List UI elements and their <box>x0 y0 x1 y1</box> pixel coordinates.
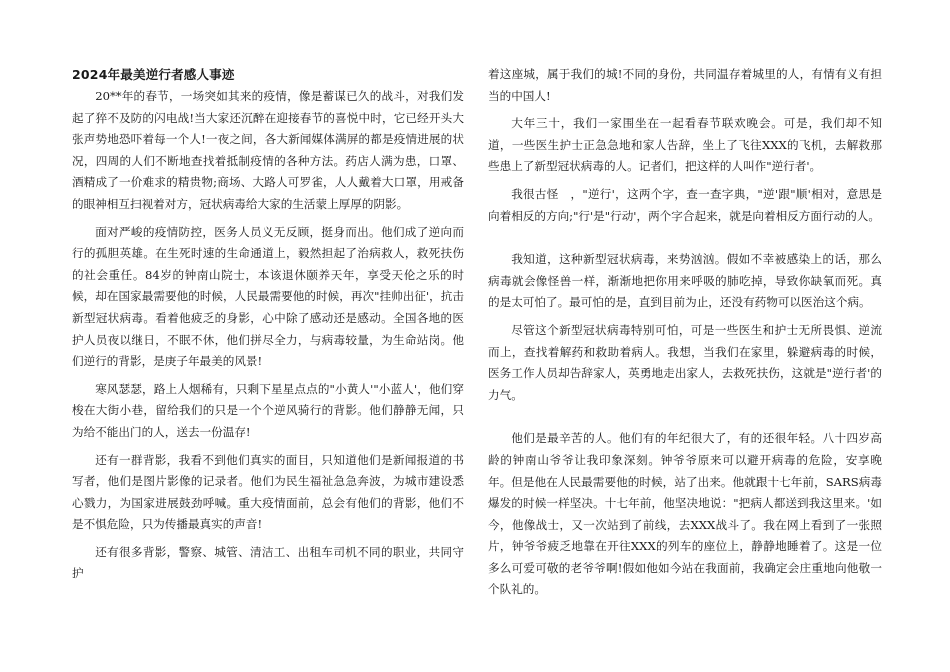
paragraph: 面对严峻的疫情防控，医务人员义无反顾，挺身而出。他们成了逆向而行的孤胆英雄。在生死时速的生命通道上，毅然担起了治病救人，救死扶伤的社会重任。84岁的钟南山院士，本该退休颐养天年，享受天伦之乐的时候，却在国家最需要他的时候，人民最需要他的时候，再次"挂帅出征'，抗击新型冠状病毒。看着他疲乏的身影，心中除了感动还是感动。全国各地的医护人员夜以继日，不眠不休，他们拼尽全力，与病毒较量，为生命站岗。他们逆行的背影，是庚子年最美的风景! <box>72 224 464 369</box>
right-column <box>488 64 882 607</box>
left-column <box>72 64 464 591</box>
paragraph: 还有很多背影，警察、城管、清洁工、出租车司机不同的职业，共同守护 <box>72 544 464 581</box>
paragraph: 寒风瑟瑟，路上人烟稀有，只剩下星星点点的"小黄人'"小蓝人'，他们穿梭在大街小巷，留给我们的只是一个个逆风骑行的背影。他们静静无闻，只为给不能出门的人，送去一份温存! <box>72 381 464 439</box>
document-title: 2024年最美逆行者感人事迹 <box>72 67 235 82</box>
paragraph: 我知道，这种新型冠状病毒，来势汹汹。假如不幸被感染上的话，那么病毒就会像怪兽一样，渐渐地把你用来呼吸的肺吃掉，导致你缺氧而死。真的是太可怕了。最可怕的是，直到目前为止，还没有药物可以医治这个病。 <box>488 252 882 310</box>
paragraph: 尽管这个新型冠状病毒特别可怕，可是一些医生和护士无所畏惧、逆流而上，查找着解药和救助着病人。我想，当我们在家里，躲避病毒的时候，医务工作人员却告辞家人，英勇地走出家人，去救死扶伤，这就是"逆行者'的力气。 <box>488 322 882 402</box>
paragraph-continuation: 着这座城，属于我们的城!不同的身份，共同温存着城里的人，有情有义有担当的中国人! <box>488 67 882 103</box>
paragraph: 他们是最辛苦的人。他们有的年纪很大了，有的还很年轻。八十四岁高龄的钟南山爷爷让我印象深刻。钟爷爷原来可以避开病毒的危险，安享晚年。但是他在人民最需要他的时候，站了出来。他就跟十七年前，SARS病毒爆发的时候一样坚决。十七年前，他坚决地说："把病人都送到我这里来。'如今，他像战士，又一次站到了前线，去XXX战斗了。我在网上看到了一张照片，钟爷爷疲乏地靠在开往XXX的列车的座位上，静静地睡着了。这是一位多么可爱可敬的老爷爷啊!假如他如今站在我面前，我确定会庄重地向他敬一个队礼的。 <box>488 431 882 597</box>
paragraph: 我很古怪 ，"逆行'，这两个字，查一查字典，"逆'跟"顺'相对，意思是向着相反的方向;"行'是"行动'，两个字合起来，就是向着相反方面行动的人。 <box>488 186 882 223</box>
paragraph: 大年三十，我们一家围坐在一起看春节联欢晚会。可是，我们却不知道，一些医生护士正急急地和家人告辞，坐上了飞往XXX的飞机，去解救那些患上了新型冠状病毒的人。记者们，把这样的人叫作"逆行者'。 <box>488 116 882 174</box>
paragraph: 20**年的春节，一场突如其来的疫情，像是蓄谋已久的战斗，对我们发起了猝不及防的闪电战!当大家还沉醉在迎接春节的喜悦中时，它已经开头大张声势地恐吓着每一个人!一夜之间，各大新闻媒体满屏的都是疫情进展的状况，四周的人们不断地查找着抵制疫情的各种方法。药店人满为患，口罩、酒精成了一价难求的精贵物;商场、大路人可罗雀，人人戴着大口罩，用戒备的眼神相互扫视着对方，冠状病毒给大家的生活蒙上厚厚的阴影。 <box>72 89 464 211</box>
paragraph: 还有一群背影，我看不到他们真实的面目，只知道他们是新闻报道的书写者，他们是图片影像的记录者。他们为民生福祉急急奔波，为城市建设悉心戮力，为国家进展鼓劲呼喊。重大疫情面前，总会有他们的背影，他们不是不惧危险，只为传播最真实的声音! <box>72 452 464 532</box>
